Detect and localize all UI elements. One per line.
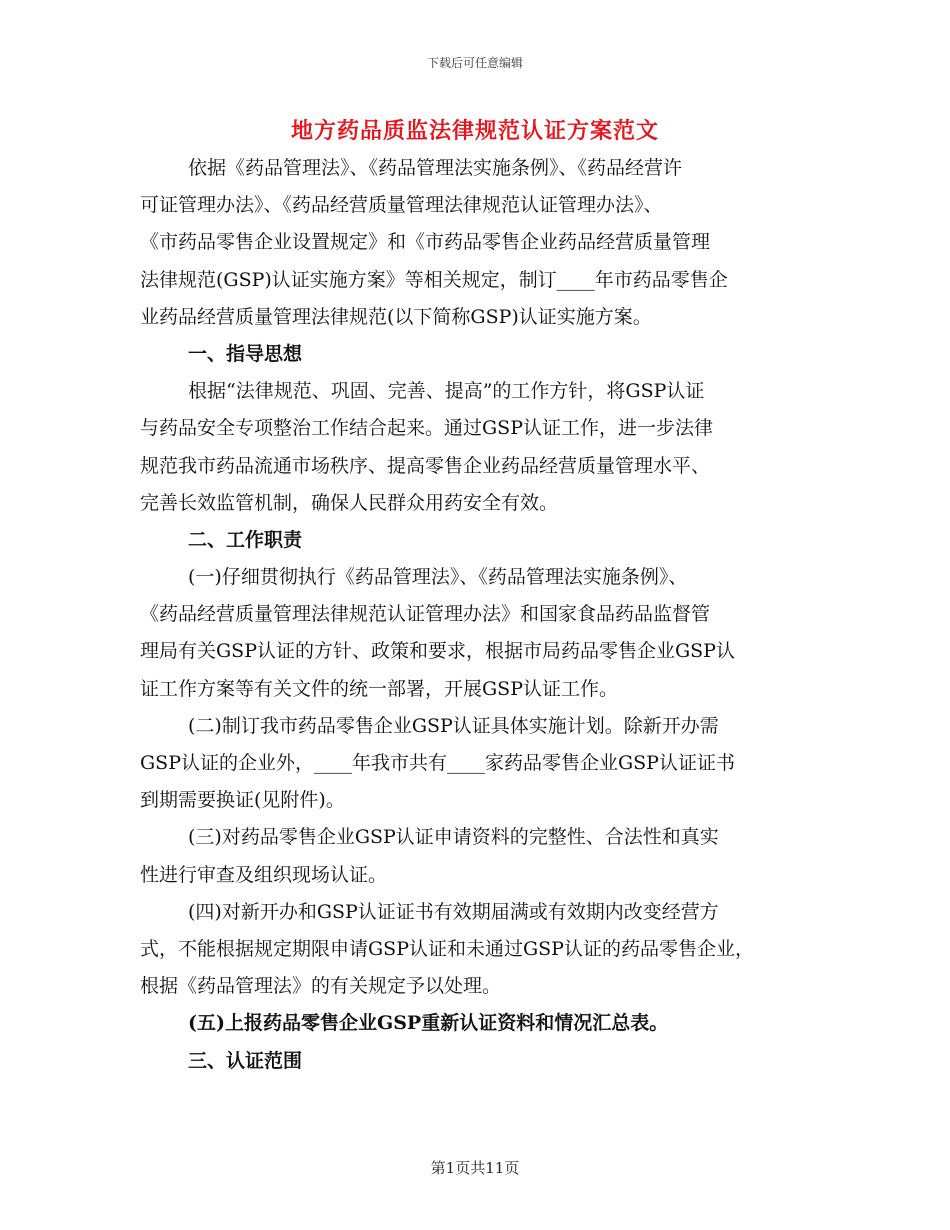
paragraph-line: 《市药品零售企业设置规定》和《市药品零售企业药品经营质量管理: [140, 231, 711, 254]
section-heading-line: 三、认证范围: [188, 1049, 303, 1072]
paragraph-line: GSP认证的企业外，____年我市共有____家药品零售企业GSP认证证书: [140, 752, 735, 774]
paragraph-line: 完善长效监管机制，确保人民群众用药安全有效。: [140, 491, 559, 514]
paragraph-line: 《药品经营质量管理法律规范认证管理办法》和国家食品药品监督管: [140, 603, 711, 626]
paragraph-line: (四)对新开办和GSP认证证书有效期届满或有效期内改变经营方: [188, 900, 719, 923]
paragraph-line: 业药品经营质量管理法律规范(以下简称GSP)认证实施方案。: [140, 305, 652, 328]
paragraph-line: (一)仔细贯彻执行《药品管理法》、《药品管理法实施条例》、: [188, 566, 688, 589]
paragraph-line: 证工作方案等有关文件的统一部署，开展GSP认证工作。: [140, 677, 618, 700]
paragraph-line: 到期需要换证(见附件)。: [140, 789, 345, 812]
paragraph-line: 根据“法律规范、巩固、完善、提高”的工作方针，将GSP认证: [188, 380, 705, 403]
paragraph-line: 式，不能根据规定期限申请GSP认证和未通过GSP认证的药品零售企业，: [140, 937, 754, 960]
paragraph-line: 法律规范(GSP)认证实施方案》等相关规定，制订____年市药品零售企: [140, 268, 728, 291]
paragraph-line: (三)对药品零售企业GSP认证申请资料的完整性、合法性和真实: [188, 826, 719, 849]
section-heading-line: (五)上报药品零售企业GSP重新认证资料和情况汇总表。: [188, 1012, 669, 1035]
document-title: 地方药品质监法律规范认证方案范文: [290, 118, 659, 144]
paragraph-line: 理局有关GSP认证的方针、政策和要求，根据市局药品零售企业GSP认: [140, 640, 735, 663]
page-footer: 第1页共11页: [430, 1159, 520, 1177]
page-header: 下载后可任意编辑: [426, 56, 523, 70]
paragraph-line: 根据《药品管理法》的有关规定予以处理。: [140, 975, 502, 998]
section-heading-line: 一、指导思想: [188, 342, 303, 365]
paragraph-line: 性进行审查及组织现场认证。: [140, 863, 388, 886]
paragraph-line: 可证管理办法》、《药品经营质量管理法律规范认证管理办法》、: [140, 194, 663, 217]
paragraph-line: (二)制订我市药品零售企业GSP认证具体实施计划。除新开办需: [188, 714, 719, 737]
document-body: [140, 150, 820, 1080]
paragraph-line: 规范我市药品流通市场秩序、提高零售企业药品经营质量管理水平、: [140, 454, 711, 477]
section-heading-line: 二、工作职责: [188, 528, 303, 551]
paragraph-line: 与药品安全专项整治工作结合起来。通过GSP认证工作，进一步法律: [140, 417, 713, 440]
paragraph-line: 依据《药品管理法》、《药品管理法实施条例》、《药品经营许: [188, 157, 683, 179]
